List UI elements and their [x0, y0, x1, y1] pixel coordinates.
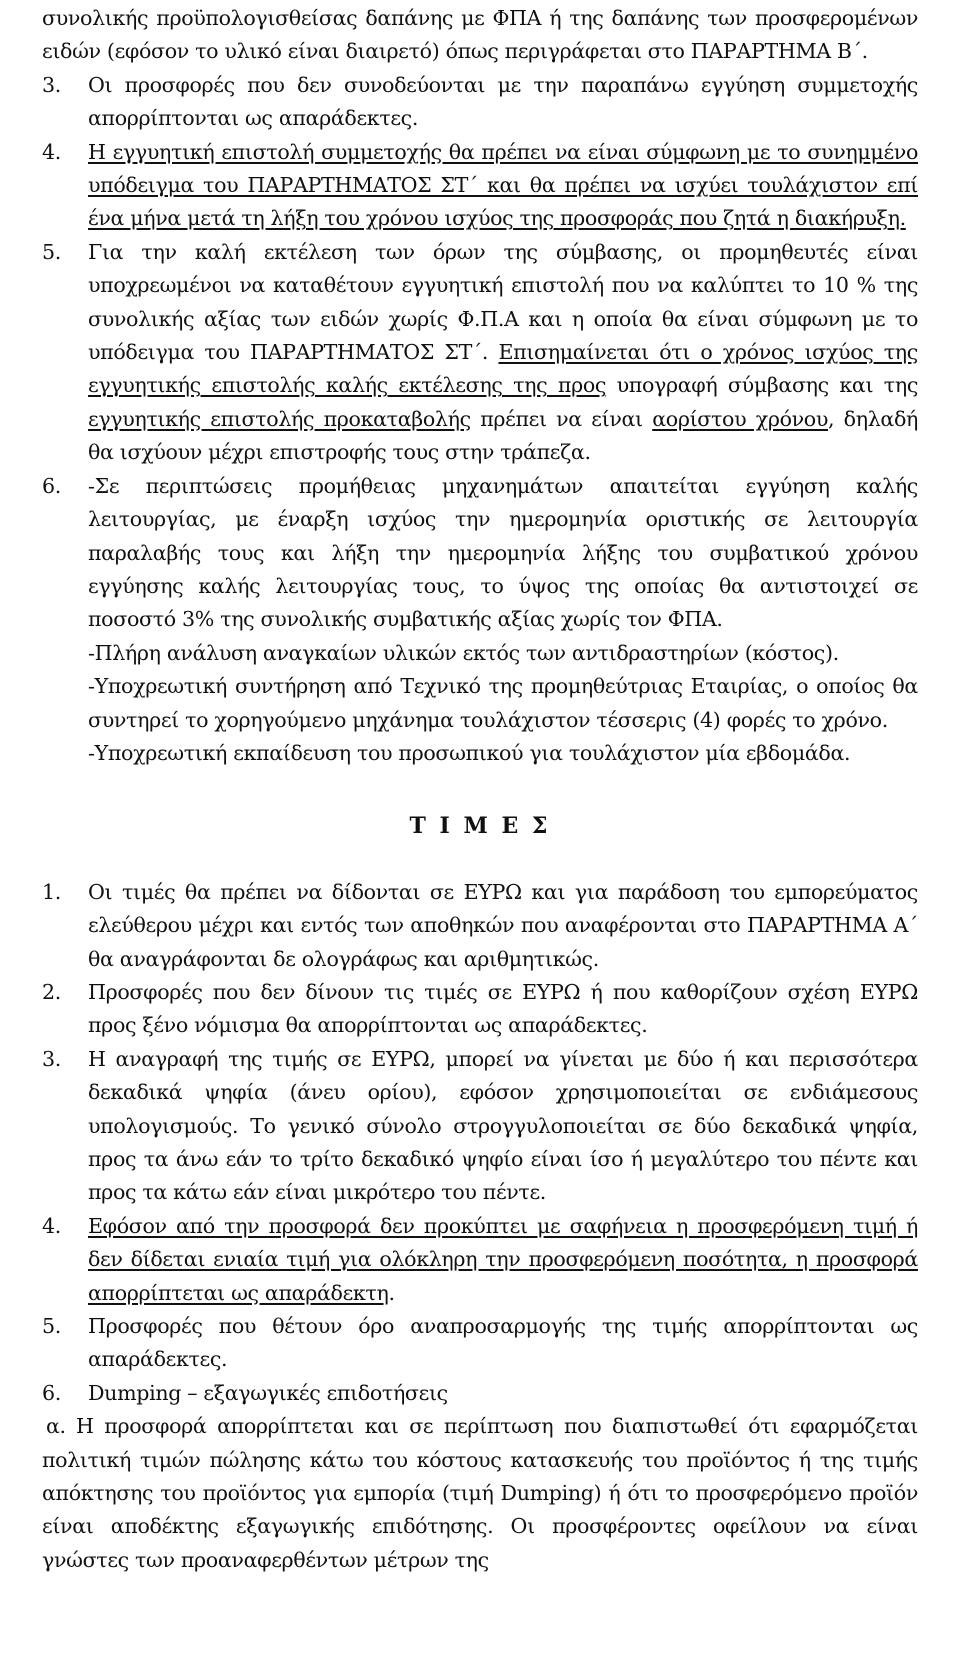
item-text: -Σε περιπτώσεις προμήθειας μηχανημάτων απαιτείται εγγύηση καλής λειτουργίας, με έναρξη ισχύος την ημερομηνία οριστικής σε λειτουργία παραλαβής τους και λήξη την ημερομηνία λήξης του συμβατικού χρόνου εγγύησης καλής λειτουργίας τους, το ύψος της οποίας θα αντιστοιχεί σε ποσοστό 3% της συνολικής συμβατικής αξίας χωρίς τον ΦΠΑ. [88, 473, 918, 632]
item-text [88, 1210, 918, 1310]
item-text: Οι προσφορές που δεν συνοδεύονται με την παραπάνω εγγύηση συμμετοχής απορρίπτονται ως απαράδεκτες. [88, 72, 918, 131]
sub-paragraph: -Υποχρεωτική εκπαίδευση του προσωπικού για τουλάχιστον μία εβδομάδα. [88, 740, 851, 765]
item-text: Dumping – εξαγωγικές επιδοτήσεις [88, 1380, 448, 1405]
sub-item-text: Η προσφορά απορρίπτεται και σε περίπτωση που διαπιστωθεί ότι εφαρμόζεται πολιτική τιμών πώλησης κάτω του κόστους κατασκευής του προϊόντος ή της τιμής απόκτησης του προϊόντος για εμπορία (τιμή Dumping) ή ότι το προσφερόμενο προϊόν είναι αποδέκτης εξαγωγικής επιδότησης. Οι προσφέροντες οφείλουν να είναι γνώστες των προαναφερθέντων μέτρων της [42, 1414, 918, 1572]
item-text: Προσφορές που θέτουν όρο αναπροσαρμογής της τιμής απορρίπτονται ως απαράδεκτες. [88, 1314, 918, 1372]
sub-item-label: α. [46, 1414, 66, 1439]
list-item-price-3 [42, 1043, 918, 1210]
item-number: 5. [42, 239, 61, 264]
text-run-underlined: Επισημαίνεται ότι ο χρόνος ισχύος της εγγυητικής επιστολής καλής εκτέλεσης της προς [88, 340, 918, 398]
item-number: 6. [42, 473, 61, 498]
list-item-guarantee-4 [42, 136, 918, 236]
list-item-price-2 [42, 976, 918, 1043]
text-run-underlined: Εφόσον από την προσφορά δεν προκύπτει με σαφήνεια η προσφερόμενη τιμή ή δεν δίδεται ενιαία τιμή για ολόκληρη την προσφερόμενη ποσότητα, η προσφορά απορρίπτεται ως απαράδεκτη [88, 1213, 918, 1305]
item-text: Οι τιμές θα πρέπει να δίδονται σε ΕΥΡΩ και για παράδοση του εμπορεύματος ελεύθερου μέχρι και εντός των αποθηκών που αναφέρονται στο ΠΑΡΑΡΤΗΜΑ Α΄ θα αναγράφονται δε ολογράφως και αριθμητικώς. [88, 879, 918, 971]
list-item-price-5 [42, 1310, 918, 1377]
item-text [88, 236, 918, 470]
item-number: 3. [42, 1046, 61, 1071]
item-text: Προσφορές που δεν δίνουν τις τιμές σε ΕΥΡΩ ή που καθορίζουν σχέση ΕΥΡΩ προς ξένο νόμισμα θα απορρίπτονται ως απαράδεκτες. [88, 979, 918, 1038]
list-item-guarantee-5 [42, 236, 918, 470]
item-number: 6. [42, 1380, 61, 1405]
list-item-guarantee-3 [42, 69, 918, 136]
list-item-price-6 [42, 1377, 918, 1410]
list-item-guarantee-6 [42, 470, 918, 637]
item-number: 1. [42, 879, 61, 904]
list-item-price-4 [42, 1210, 918, 1310]
item-number: 5. [42, 1314, 61, 1339]
item-text: Η αναγραφή της τιμής σε ΕΥΡΩ, μπορεί να γίνεται με δύο ή και περισσότερα δεκαδικά ψηφία (άνευ ορίου), εφόσον χρησιμοποιείται σε ενδιάμεσους υπολογισμούς. Το γενικό σύνολο στρογγυλοποιείται σε δύο δεκαδικά ψηφία, προς τα άνω εάν το τρίτο δεκαδικό ψηφίο είναι ίσο ή μεγαλύτερο του πέντε και προς τα κάτω εάν είναι μικρότερο του πέντε. [88, 1046, 918, 1205]
text-run-underlined: αορίστου χρόνου [652, 406, 829, 431]
text-run: πρέπει να είναι [470, 406, 653, 431]
text-run: , δηλαδή θα ισχύουν μέχρι επιστροφής τους στην τράπεζα. [88, 406, 918, 465]
item-number: 4. [42, 139, 61, 164]
text-run: Για την καλή εκτέλεση των όρων της σύμβασης, οι προμηθευτές είναι υποχρεωμένοι να καταθέτουν εγγυητική επιστολή που να καλύπτει το 10 % της συνολικής αξίας των ειδών χωρίς Φ.Π.Α και η οποία θα είναι σύμφωνη με το υπόδειγμα του ΠΑΡΑΡΤΗΜΑΤΟΣ ΣΤ΄. [88, 239, 918, 365]
sub-paragraph: -Υποχρεωτική συντήρηση από Τεχνικό της προμηθεύτριας Εταιρίας, ο οποίος θα συντηρεί το χορηγούμενο μηχάνημα τουλάχιστον τέσσερις (4) φορές το χρόνο. [88, 674, 918, 732]
text-run-underlined: εγγυητικής επιστολής προκαταβολής [88, 406, 471, 431]
item-number: 3. [42, 72, 61, 97]
spacer [42, 770, 918, 810]
sub-paragraph: -Πλήρη ανάλυση αναγκαίων υλικών εκτός των αντιδραστηρίων (κόστος). [88, 640, 839, 665]
paragraph-lead: συνολικής προϋπολογισθείσας δαπάνης με ΦΠΑ ή της δαπάνης των προσφερομένων ειδών (εφόσον το υλικό είναι διαιρετό) όπως περιγράφεται στο ΠΑΡΑΡΤΗΜΑ Β΄. [42, 6, 918, 64]
item-text-underlined: Η εγγυητική επιστολή συμμετοχής θα πρέπει να είναι σύμφωνη με το συνημμένο υπόδειγμα του ΠΑΡΑΡΤΗΜΑΤΟΣ ΣΤ΄ και θα πρέπει να ισχύει τουλάχιστον επί ένα μήνα μετά τη λήξη του χρόνου ισχύος της προσφοράς που ζητά η διακήρυξη. [88, 139, 918, 231]
item-number: 2. [42, 979, 61, 1004]
list-item-price-1 [42, 876, 918, 976]
spacer [42, 844, 918, 876]
item-number: 4. [42, 1213, 61, 1238]
sub-item-a [42, 1410, 918, 1577]
text-run: . [388, 1280, 395, 1305]
section-heading: Τ Ι Μ Ε Σ [409, 813, 551, 840]
text-run: υπογραφή σύμβασης και της [606, 373, 918, 398]
